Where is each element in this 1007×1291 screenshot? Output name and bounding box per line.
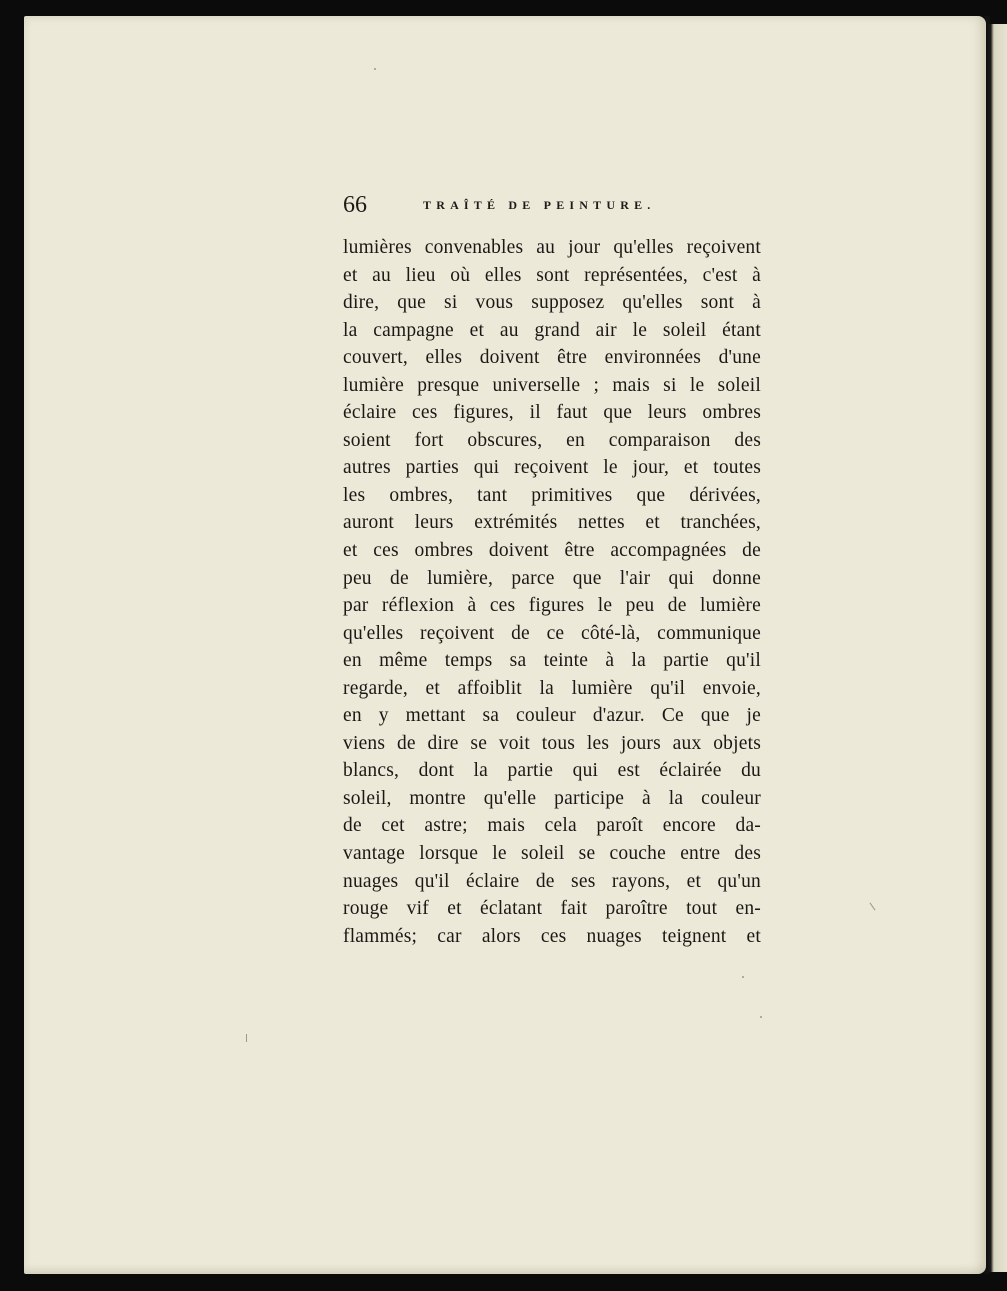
text-line: en même temps sa teinte à la partie qu'il	[343, 650, 761, 672]
text-line: dire, que si vous supposez qu'elles sont à	[343, 292, 761, 314]
text-line: par réflexion à ces figures le peu de lumière	[343, 595, 761, 617]
page-header	[343, 190, 763, 220]
text-line: éclaire ces figures, il faut que leurs ombres	[343, 402, 761, 424]
text-line: vantage lorsque le soleil se couche entre des	[343, 843, 761, 865]
text-line: qu'elles reçoivent de ce côté-là, communique	[343, 622, 761, 644]
text-line: blancs, dont la partie qui est éclairée du	[343, 760, 761, 782]
paper-speck	[742, 976, 744, 978]
body-text	[343, 234, 761, 950]
text-line: auront leurs extrémités nettes et tranchées,	[343, 512, 761, 534]
adjacent-page-edge	[988, 24, 1007, 1272]
text-line: flammés; car alors ces nuages teignent et	[343, 925, 761, 947]
text-line: couvert, elles doivent être environnées d'une	[343, 347, 761, 369]
text-line: de cet astre; mais cela paroît encore da-	[343, 815, 761, 837]
text-line: peu de lumière, parce que l'air qui donne	[343, 567, 761, 589]
paper-speck	[374, 68, 376, 70]
text-line: soient fort obscures, en comparaison des	[343, 429, 761, 451]
text-line: les ombres, tant primitives que dérivées,	[343, 484, 761, 506]
text-line: lumière presque universelle ; mais si le soleil	[343, 374, 761, 396]
paper-speck	[760, 1016, 762, 1018]
paper-speck	[870, 903, 876, 911]
running-title: TRAÎTÉ DE PEINTURE.	[423, 198, 656, 212]
text-line: la campagne et au grand air le soleil étant	[343, 319, 761, 341]
text-line: et au lieu où elles sont représentées, c'est à	[343, 264, 761, 286]
text-line: et ces ombres doivent être accompagnées de	[343, 540, 761, 562]
text-line: rouge vif et éclatant fait paroître tout en-	[343, 898, 761, 920]
text-line: autres parties qui reçoivent le jour, et toutes	[343, 457, 761, 479]
paper-speck	[246, 1034, 247, 1042]
text-line: en y mettant sa couleur d'azur. Ce que je	[343, 705, 761, 727]
page-number: 66	[343, 192, 367, 218]
text-line: regarde, et affoiblit la lumière qu'il envoie,	[343, 677, 761, 699]
text-line: viens de dire se voit tous les jours aux objets	[343, 732, 761, 754]
text-line: nuages qu'il éclaire de ses rayons, et qu'un	[343, 870, 761, 892]
text-line: soleil, montre qu'elle participe à la couleur	[343, 787, 761, 809]
text-line: lumières convenables au jour qu'elles reçoivent	[343, 237, 761, 258]
